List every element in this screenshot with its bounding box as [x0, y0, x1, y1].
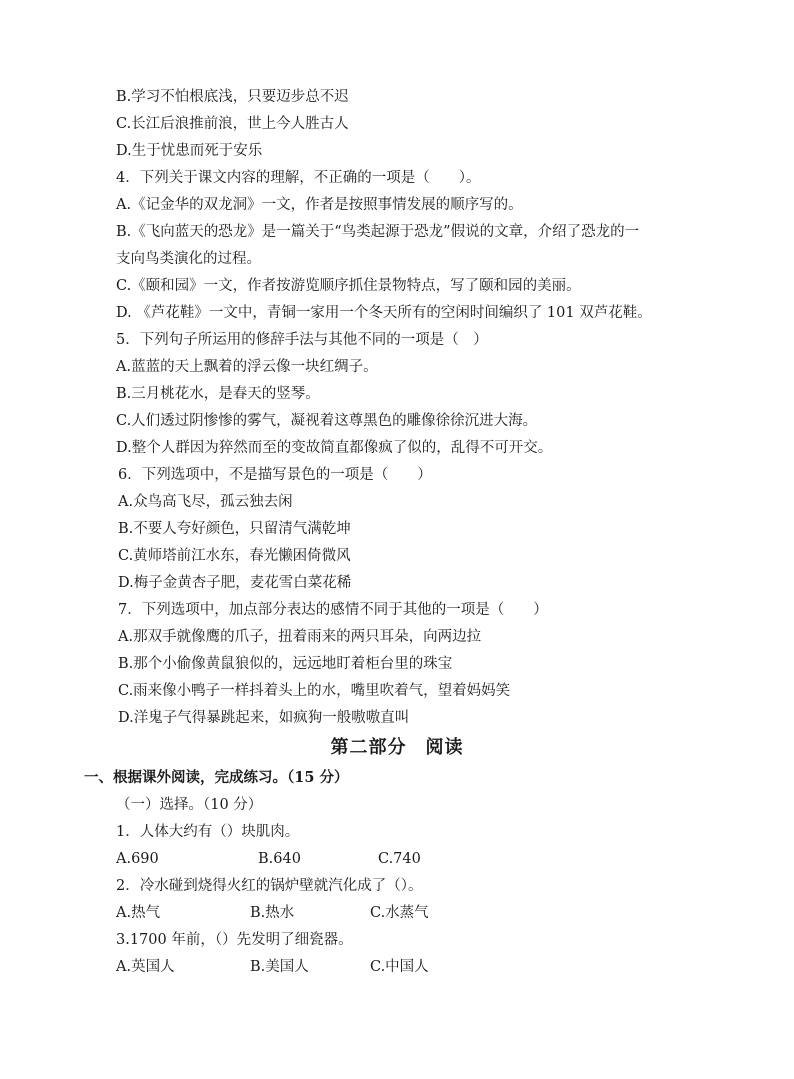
q6-stem: 6．下列选项中，不是描写景色的一项是（ ） [118, 467, 432, 483]
part2-title: 第二部分 阅读 [330, 737, 464, 758]
q4-option-b-line2: 支向鸟类演化的过程。 [116, 251, 261, 267]
q4-option-a: A.《记金华的双龙洞》一文，作者是按照事情发展的顺序写的。 [116, 197, 523, 213]
q6-option-a: A.众鸟高飞尽，孤云独去闲 [118, 494, 293, 510]
q6-option-d: D.梅子金黄杏子肥，麦花雪白菜花稀 [118, 575, 352, 591]
q5-stem: 5．下列句子所运用的修辞手法与其他不同的一项是（ ） [116, 332, 488, 348]
q7-option-d: D.洋鬼子气得暴跳起来，如疯狗一般嗷嗷直叫 [118, 710, 410, 726]
s1-q3-option-c: C.中国人 [370, 959, 429, 975]
prev-option-b: B.学习不怕根底浅，只要迈步总不迟 [116, 89, 349, 105]
q6-option-b: B.不要人夸好颜色，只留清气满乾坤 [118, 521, 351, 537]
section1-heading: 一、根据课外阅读，完成练习。（15 分） [84, 769, 349, 786]
prev-option-c: C.长江后浪推前浪，世上今人胜古人 [116, 116, 349, 132]
q7-option-c: C.雨来像小鸭子一样抖着头上的水，嘴里吹着气，望着妈妈笑 [118, 683, 511, 699]
q5-option-d: D.整个人群因为猝然而至的变故简直都像疯了似的，乱得不可开交。 [116, 440, 553, 456]
q4-option-b-line1: B.《飞向蓝天的恐龙》是一篇关于“鸟类起源于恐龙”假说的文章，介绍了恐龙的一 [116, 224, 640, 240]
s1-q3-option-b: B.美国人 [250, 959, 309, 975]
q7-option-a: A.那双手就像鹰的爪子，扭着雨来的两只耳朵，向两边拉 [118, 629, 482, 645]
s1-q1-option-c: C.740 [378, 851, 421, 867]
q4-stem: 4．下列关于课文内容的理解，不正确的一项是（ ）。 [116, 170, 481, 186]
q6-option-c: C.黄师塔前江水东，春光懒困倚微风 [118, 548, 351, 564]
q5-option-b: B.三月桃花水，是春天的竖琴。 [116, 386, 320, 402]
q4-option-d: D. 《芦花鞋》一文中，青铜一家用一个冬天所有的空闲时间编织了 101 双芦花鞋。 [116, 305, 652, 321]
q5-option-c: C.人们透过阴惨惨的雾气，凝视着这尊黑色的雕像徐徐沉进大海。 [116, 413, 538, 429]
s1-q3-option-a: A.英国人 [116, 959, 175, 975]
prev-option-d: D.生于忧患而死于安乐 [116, 143, 263, 159]
s1-q2-stem: 2．冷水碰到烧得火红的锅炉壁就汽化成了（）。 [116, 878, 423, 894]
q4-option-c: C.《颐和园》一文，作者按游览顺序抓住景物特点，写了颐和园的美丽。 [116, 278, 581, 294]
section1-subheading: （一）选择。（10 分） [116, 797, 263, 813]
q7-option-b: B.那个小偷像黄鼠狼似的，远远地盯着柜台里的珠宝 [118, 656, 453, 672]
s1-q1-stem: 1．人体大约有（）块肌肉。 [116, 824, 300, 840]
s1-q2-option-a: A.热气 [116, 905, 161, 921]
s1-q2-option-c: C.水蒸气 [370, 905, 429, 921]
s1-q3-stem: 3.1700 年前，（）先发明了细瓷器。 [116, 932, 353, 948]
s1-q1-option-b: B.640 [258, 851, 301, 867]
s1-q1-option-a: A.690 [116, 851, 159, 867]
q5-option-a: A.蓝蓝的天上飘着的浮云像一块红绸子。 [116, 359, 378, 375]
q7-stem: 7．下列选项中，加点部分表达的感情不同于其他的一项是（ ） [118, 602, 548, 618]
s1-q2-option-b: B.热水 [250, 905, 295, 921]
